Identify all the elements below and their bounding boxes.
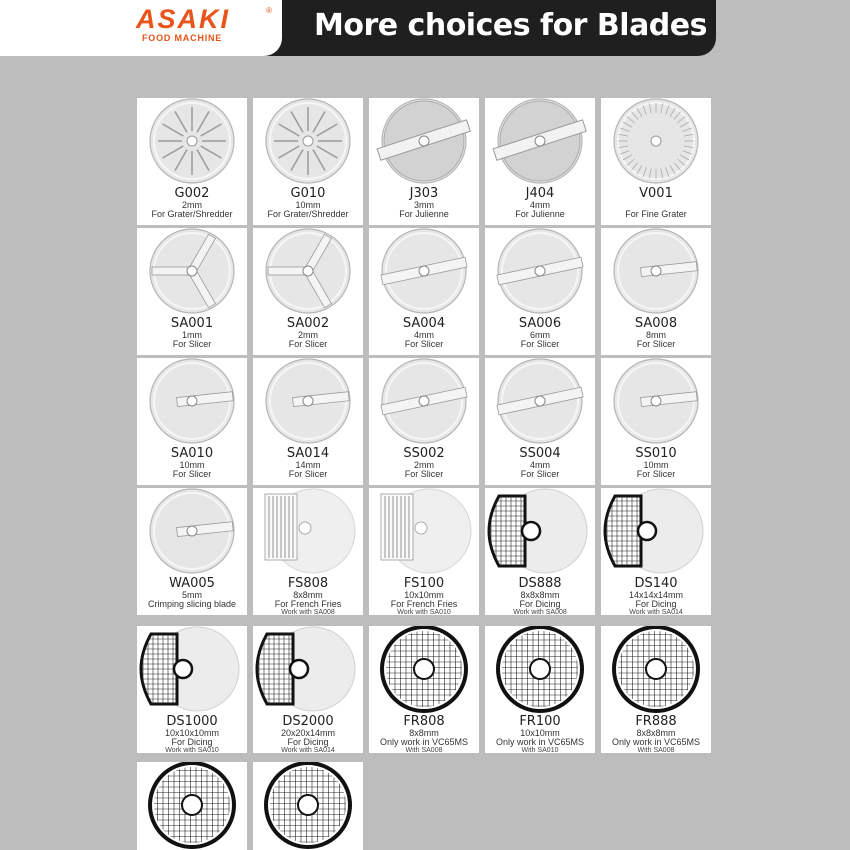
blade-code: SS010 (635, 446, 677, 461)
blade-card (369, 98, 479, 225)
blade-use: For Slicer (172, 469, 212, 479)
blade-code: SS004 (519, 446, 561, 461)
blade-note: With SA008 (405, 747, 443, 754)
blade-size: 2mm (298, 330, 318, 340)
blade-note: Work with SA010 (165, 747, 219, 754)
blade-use: For Slicer (288, 469, 328, 479)
brand-name: ASAKI (136, 4, 231, 34)
grid-disc-mark (266, 763, 350, 847)
blade-card (253, 762, 363, 850)
blade-size: 1mm (182, 330, 202, 340)
blade-image (253, 358, 363, 446)
blade-code: FS100 (403, 576, 445, 591)
blade-image (601, 626, 711, 714)
blade-use: For Dicing (635, 599, 677, 609)
blade-size: 8x8x8mm (636, 728, 676, 738)
blade-use: For Grater/Shredder (267, 209, 349, 219)
blade-code: SS002 (403, 446, 445, 461)
blade-size: 10mm (643, 460, 669, 470)
blade-size: 8x8mm (293, 590, 323, 600)
blade-code: FR808 (403, 714, 445, 729)
blade-image (369, 228, 479, 316)
blade-card (253, 358, 363, 485)
blade-image (601, 358, 711, 446)
blade-code: DS1000 (166, 714, 218, 729)
blade-card (485, 358, 595, 485)
blade-size: 2mm (182, 200, 202, 210)
header-banner (0, 0, 716, 56)
blade-code: FS808 (287, 576, 329, 591)
blade-card (601, 488, 711, 615)
blade-use: For Fine Grater (625, 209, 687, 219)
blade-use: For Dicing (171, 737, 213, 747)
blade-size: 10mm (179, 460, 205, 470)
blade-image (485, 228, 595, 316)
blade-note: Work with SA014 (281, 747, 335, 754)
blade-card (369, 488, 479, 615)
blade-size: 4mm (530, 460, 550, 470)
blade-card (369, 358, 479, 485)
blade-code: SA010 (170, 446, 214, 461)
blade-note: Work with SA010 (397, 609, 451, 616)
blade-card (137, 488, 247, 615)
blade-card (485, 488, 595, 615)
blade-card (253, 228, 363, 355)
blade-use: For Grater/Shredder (151, 209, 233, 219)
page-title: More choices for Blades (314, 8, 707, 43)
blade-size: 10x10mm (404, 590, 444, 600)
blade-use: For Dicing (519, 599, 561, 609)
grid-disc-mark (150, 763, 234, 847)
blade-use: For French Fries (390, 599, 458, 609)
blade-card (601, 626, 711, 753)
blade-card (601, 228, 711, 355)
blade-code: SA004 (402, 316, 446, 331)
blade-use: For Slicer (172, 339, 212, 349)
registered-mark: ® (266, 6, 272, 15)
blade-size: 14mm (295, 460, 321, 470)
blade-note: Work with SA008 (281, 609, 335, 616)
grid-disc-mark (382, 627, 466, 711)
blade-code: DS888 (518, 576, 562, 591)
blade-use: Only work in VC65MS (495, 737, 585, 747)
blade-image (253, 488, 363, 576)
blade-size: 8mm (646, 330, 666, 340)
blade-size: 14x14x14mm (628, 590, 684, 600)
blade-card (137, 358, 247, 485)
blade-image (137, 626, 247, 714)
blade-image (369, 488, 479, 576)
blade-size: 8x8x8mm (520, 590, 560, 600)
blade-size: 4mm (530, 200, 550, 210)
blade-image (137, 98, 247, 186)
blade-card (253, 626, 363, 753)
blade-size: 10x10x10mm (164, 728, 220, 738)
blade-image (253, 626, 363, 714)
blade-code: J404 (525, 186, 555, 201)
blade-card (137, 98, 247, 225)
blade-image (369, 358, 479, 446)
blade-image (137, 228, 247, 316)
blade-use: For Slicer (636, 339, 676, 349)
blade-card (485, 98, 595, 225)
blade-image (253, 762, 363, 850)
blade-code: V001 (639, 186, 673, 201)
blade-image (369, 98, 479, 186)
blade-size: 8x8mm (409, 728, 439, 738)
blade-code: J303 (409, 186, 439, 201)
blade-image (485, 98, 595, 186)
blade-use: For Julienne (399, 209, 449, 219)
logo (0, 0, 282, 56)
blade-use: For Slicer (288, 339, 328, 349)
blade-use: For French Fries (274, 599, 342, 609)
blade-card (253, 488, 363, 615)
blade-note: With SA008 (637, 747, 675, 754)
grid-disc-mark (614, 627, 698, 711)
blade-image (485, 358, 595, 446)
blade-note: With SA010 (521, 747, 559, 754)
blade-use: For Slicer (520, 469, 560, 479)
blade-image (253, 228, 363, 316)
blade-image (601, 98, 711, 186)
blade-card (253, 98, 363, 225)
blade-image (601, 228, 711, 316)
blade-card (137, 228, 247, 355)
blade-size: 2mm (414, 460, 434, 470)
blade-use: Only work in VC65MS (611, 737, 701, 747)
blade-image (369, 626, 479, 714)
blade-code: FR100 (519, 714, 561, 729)
blade-image (485, 488, 595, 576)
blade-size: 20x20x14mm (280, 728, 336, 738)
blade-code: SA006 (518, 316, 562, 331)
blade-code: WA005 (169, 576, 215, 591)
blade-size: 10mm (295, 200, 321, 210)
blade-use: For Slicer (404, 469, 444, 479)
blade-size: 6mm (530, 330, 550, 340)
blade-note: Work with SA008 (513, 609, 567, 616)
blade-code: SA014 (286, 446, 330, 461)
blade-card (601, 358, 711, 485)
blade-note: Work with SA014 (629, 609, 683, 616)
blade-size: 5mm (182, 590, 202, 600)
blade-code: SA008 (634, 316, 678, 331)
blade-card (369, 228, 479, 355)
blade-use: For Slicer (520, 339, 560, 349)
blade-card (137, 626, 247, 753)
blade-use: For Slicer (636, 469, 676, 479)
blade-image (137, 762, 247, 850)
blade-image (485, 626, 595, 714)
blade-code: SA001 (170, 316, 214, 331)
blade-image (137, 358, 247, 446)
blade-image (601, 488, 711, 576)
blade-code: FR888 (635, 714, 677, 729)
blade-card (485, 228, 595, 355)
blade-use: For Julienne (515, 209, 565, 219)
blade-code: G002 (174, 186, 210, 201)
blade-size: 4mm (414, 330, 434, 340)
blade-image (137, 488, 247, 576)
blade-size: 3mm (414, 200, 434, 210)
blade-card (137, 762, 247, 850)
blade-code: DS2000 (282, 714, 334, 729)
blade-code: SA002 (286, 316, 330, 331)
brand-subtitle: FOOD MACHINE (142, 33, 223, 43)
blade-use: Crimping slicing blade (147, 599, 237, 609)
blade-card (601, 98, 711, 225)
blade-code: G010 (290, 186, 326, 201)
blade-use: For Slicer (404, 339, 444, 349)
blade-use: Only work in VC65MS (379, 737, 469, 747)
grid-disc-mark (498, 627, 582, 711)
blade-use: For Dicing (287, 737, 329, 747)
blade-card (485, 626, 595, 753)
blade-code: DS140 (634, 576, 678, 591)
blade-size: 10x10mm (520, 728, 560, 738)
blade-image (253, 98, 363, 186)
blade-card (369, 626, 479, 753)
